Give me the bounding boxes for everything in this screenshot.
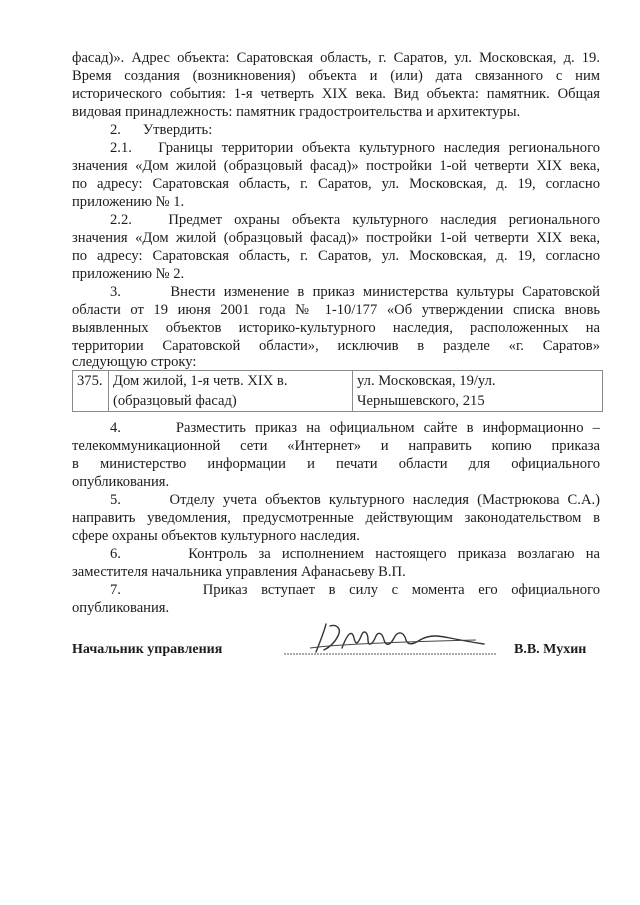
item-2-heading: 2. Утвердить: (110, 122, 213, 138)
object-name-line: (образцовый фасад) (113, 393, 237, 409)
object-name-line: Дом жилой, 1-я четв. XIX в. (113, 373, 288, 389)
item-2-2-line: значения «Дом жилой (образцовый фасад)» постройки 1-ой четверти XIX века, (72, 230, 600, 246)
table-cell-object-name (109, 371, 353, 412)
item-3-line: 3. Внести изменение в приказ министерства культуры Саратовской (110, 284, 600, 300)
item-2-1-line: приложению № 1. (72, 194, 185, 210)
item-2-2-line: приложению № 2. (72, 266, 185, 282)
handwritten-signature (280, 618, 500, 664)
item-6-line: заместителя начальника управления Афанасьеву В.П. (72, 564, 406, 580)
table-cell-address (353, 371, 603, 412)
item-3-line: территории Саратовской области», исключив в разделе «г. Саратов» (72, 338, 600, 354)
item-6-line: 6. Контроль за исполнением настоящего приказа возлагаю на (110, 546, 600, 562)
item-2-2-line: 2.2. Предмет охраны объекта культурного наследия регионального (110, 212, 600, 228)
signatory-name: В.В. Мухин (514, 642, 587, 657)
item-2-2-line: по адресу: Саратовская область, г. Саратов, ул. Московская, д. 19, согласно (72, 248, 600, 264)
item-5-line: направить уведомления, предусмотренные действующим законодательством в (72, 510, 600, 526)
item-5-line: 5. Отделу учета объектов культурного наследия (Мастрюкова С.А.) (110, 492, 600, 508)
item-3-line: следующую строку: (72, 354, 197, 370)
text-line: видовая принадлежность: памятник градостроительства и архитектуры. (72, 104, 521, 120)
item-7-line: 7. Приказ вступает в силу с момента его официального (110, 582, 600, 598)
item-2-1-line: значения «Дом жилой (образцовый фасад)» постройки 1-ой четверти XIX века, (72, 158, 600, 174)
address-line: ул. Московская, 19/ул. (357, 373, 496, 389)
item-3-line: области от 19 июня 2001 года № 1-10/177 «Об утверждении списка вновь (72, 302, 600, 318)
item-2-1-line: 2.1. Границы территории объекта культурного наследия регионального (110, 140, 600, 156)
excluded-object-table (72, 370, 603, 412)
address-line: Чернышевского, 215 (357, 393, 485, 409)
signatory-position: Начальник управления (72, 642, 223, 657)
item-4-line: телекоммуникационной сети «Интернет» и направить копию приказа (72, 438, 600, 454)
item-4-line: опубликования. (72, 474, 170, 490)
item-2-1-line: по адресу: Саратовская область, г. Саратов, ул. Московская, д. 19, согласно (72, 176, 600, 192)
item-4-line: в министерство информации и печати области для официального (72, 456, 600, 472)
text-line: фасад)». Адрес объекта: Саратовская область, г. Саратов, ул. Московская, д. 19. (72, 50, 600, 66)
item-4-line: 4. Разместить приказ на официальном сайте в информационно – (110, 420, 600, 436)
item-7-line: опубликования. (72, 600, 170, 616)
text-line: Время создания (возникновения) объекта и (или) дата связанного с ним (72, 68, 600, 84)
table-cell-number: 375. (73, 371, 109, 412)
table-row (73, 371, 603, 412)
text-line: исторического события: 1-я четверть XIX века. Вид объекта: памятник. Общая (72, 86, 600, 102)
item-5-line: сфере охраны объектов культурного наследия. (72, 528, 360, 544)
item-3-line: выявленных объектов историко-культурного наследия, расположенных на (72, 320, 600, 336)
